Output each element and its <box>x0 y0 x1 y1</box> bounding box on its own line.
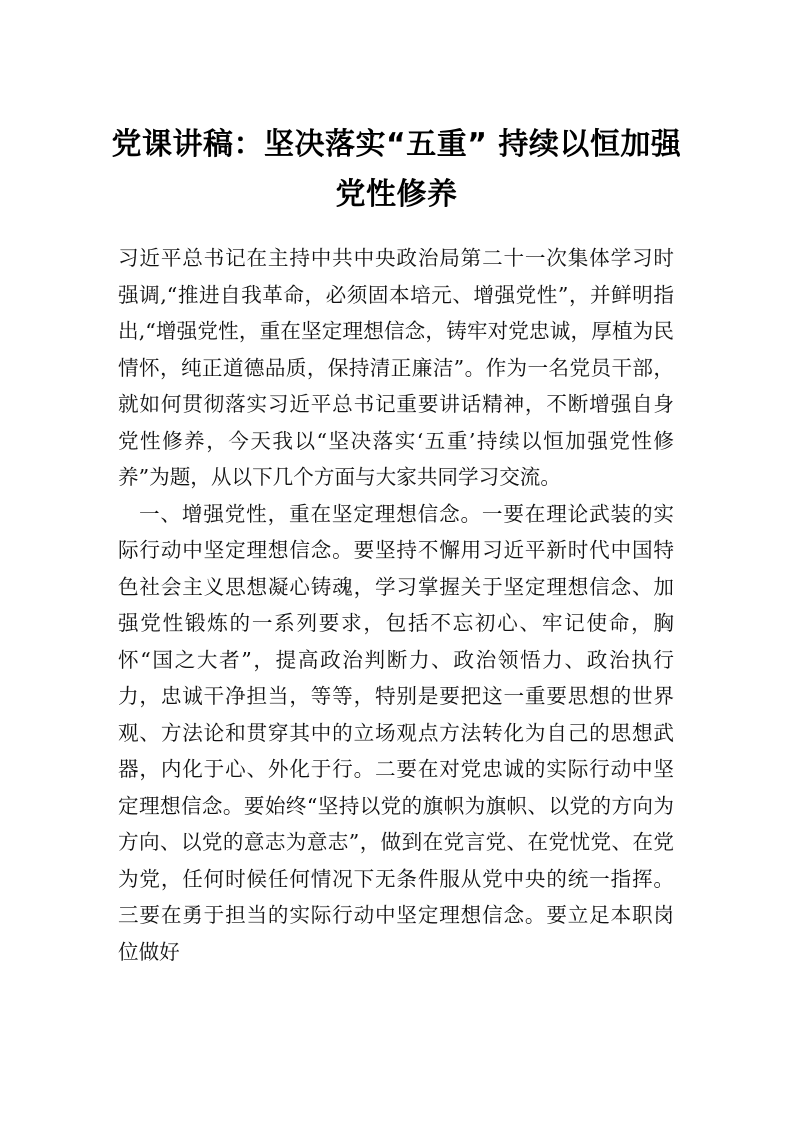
paragraph-intro: 习近平总书记在主持中共中央政治局第二十一次集体学习时强调,“推进自我革命，必须固本培元、增强党性”，并鲜明指出,“增强党性，重在坚定理想信念，铸牢对党忠诚，厚植为民情怀，纯正道德品质，保持清正廉洁”。作为一名党员干部，就如何贯彻落实习近平总书记重要讲话精神，不断增强自身党性修养，今天我以“坚决落实‘五重’持续以恒加强党性修养”为题，从以下几个方面与大家共同学习交流。 <box>118 246 674 489</box>
document-title: 党课讲稿：坚决落实“五重” 持续以恒加强党性修养 <box>111 127 682 212</box>
document-body <box>118 240 674 970</box>
paragraph-section-one: 一、增强党性，重在坚定理想信念。一要在理论武装的实际行动中坚定理想信念。要坚持不懈用习近平新时代中国特色社会主义思想凝心铸魂，学习掌握关于坚定理想信念、加强党性锻炼的一系列要求，包括不忘初心、牢记使命，胸怀“国之大者”，提高政治判断力、政治领悟力、政治执行力，忠诚干净担当，等等，特别是要把这一重要思想的世界观、方法论和贯穿其中的立场观点方法转化为自己的思想武器，内化于心、外化于行。二要在对党忠诚的实际行动中坚定理想信念。要始终“坚持以党的旗帜为旗帜、以党的方向为方向、以党的意志为意志”，做到在党言党、在党忧党、在党为党，任何时候任何情况下无条件服从党中央的统一指挥。三要在勇于担当的实际行动中坚定理想信念。要立足本职岗位做好 <box>118 501 674 964</box>
